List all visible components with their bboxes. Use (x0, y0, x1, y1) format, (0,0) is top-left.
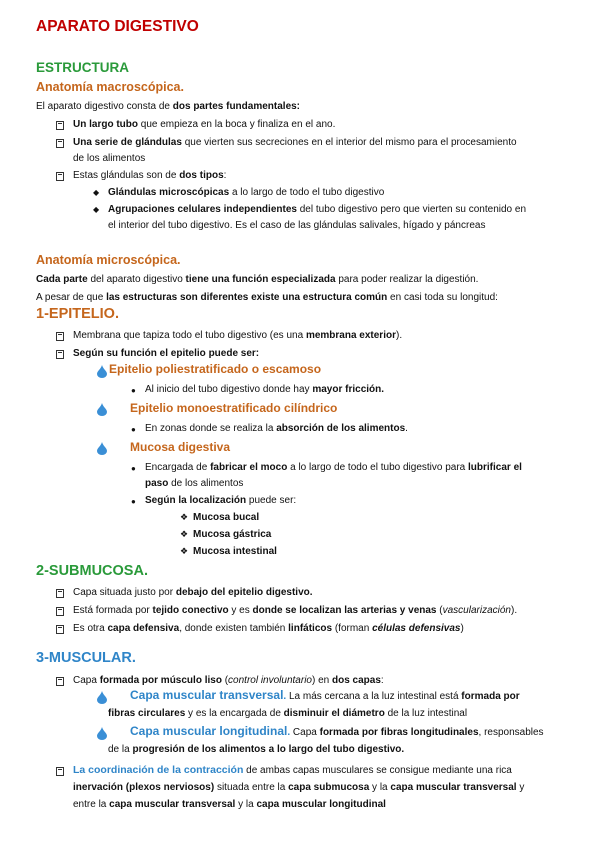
list-item: Capa situada justo por debajo del epitelio digestivo. (73, 587, 313, 598)
capa-item: Capa muscular transversal. La más cercana a la luz intestinal está formada por (130, 688, 520, 702)
capa-item: Capa muscular longitudinal. Capa formada por fibras longitudinales, responsables (130, 724, 544, 738)
paragraph-intro: El aparato digestivo consta de dos partes fundamentales: (36, 101, 301, 112)
mucosa-item: Mucosa intestinal (193, 546, 277, 557)
capa-item-continued: fibras circulares y es la encargada de disminuir el diámetro de la luz intestinal (108, 708, 468, 719)
water-drop-icon (97, 442, 107, 455)
sub-list-item: Encargada de fabricar el moco a lo largo de todo el tubo digestivo para lubrificar el (145, 462, 522, 473)
list-item: Es otra capa defensiva, donde existen también linfáticos (forman células defensivas) (73, 623, 464, 634)
list-item-continued: entre la capa muscular transversal y la capa muscular longitudinal (73, 799, 386, 810)
water-drop-icon (97, 727, 107, 740)
square-bullet-icon (56, 625, 64, 634)
list-item: Una serie de glándulas que vierten sus secreciones en el interior del mismo para el procesamiento (73, 137, 517, 148)
epitelio-type-2: Epitelio monoestratificado cilíndrico (130, 401, 338, 415)
subheading-micro: Anatomía microscópica. (36, 253, 181, 267)
section-heading-muscular: 3-MUSCULAR. (36, 650, 136, 666)
four-point-star-icon: ❖ (180, 529, 189, 539)
mucosa-item: Mucosa bucal (193, 512, 260, 523)
square-bullet-icon (56, 767, 64, 776)
square-bullet-icon (56, 677, 64, 686)
water-drop-icon (97, 691, 107, 704)
square-bullet-icon (56, 350, 64, 359)
list-item: Un largo tubo que empieza en la boca y finaliza en el ano. (73, 119, 336, 130)
paragraph: A pesar de que las estructuras son diferentes existe una estructura común en casi toda su longitud: (36, 292, 498, 303)
page-title: APARATO DIGESTIVO (36, 18, 199, 35)
list-item: Membrana que tapiza todo el tubo digestivo (es una membrana exterior). (73, 330, 403, 341)
sub-list-item: En zonas donde se realiza la absorción de los alimentos. (145, 423, 408, 434)
sub-list-item: Según la localización puede ser: (145, 495, 297, 506)
diamond-bullet-icon: ◆ (93, 205, 100, 214)
square-bullet-icon (56, 139, 64, 148)
list-item-continued: inervación (plexos nerviosos) situada entre la capa submucosa y la capa muscular transversal y (73, 782, 525, 793)
dot-bullet-icon: ● (131, 497, 136, 506)
mucosa-item: Mucosa gástrica (193, 529, 272, 540)
square-bullet-icon (56, 172, 64, 181)
list-item-continued: de los alimentos (73, 153, 146, 164)
capa-item-continued: de la progresión de los alimentos a lo largo del tubo digestivo. (108, 744, 405, 755)
list-item: Estas glándulas son de dos tipos: (73, 170, 227, 181)
square-bullet-icon (56, 607, 64, 616)
four-point-star-icon: ❖ (180, 546, 189, 556)
square-bullet-icon (56, 589, 64, 598)
subheading-macro: Anatomía macroscópica. (36, 80, 184, 94)
section-heading-submucosa: 2-SUBMUCOSA. (36, 563, 148, 579)
water-drop-icon (97, 403, 107, 416)
paragraph: Cada parte del aparato digestivo tiene una función especializada para poder realizar la digestión. (36, 274, 479, 285)
list-item: Según su función el epitelio puede ser: (73, 348, 260, 359)
sub-list-item-continued: paso de los alimentos (145, 478, 244, 489)
sub-list-item: Glándulas microscópicas a lo largo de todo el tubo digestivo (108, 187, 385, 198)
section-heading-epitelio: 1-EPITELIO. (36, 306, 119, 322)
sub-list-item-continued: el interior del tubo digestivo. Es el caso de las glándulas salivales, hígado y páncreas (108, 220, 486, 231)
water-drop-icon (97, 365, 107, 378)
sub-list-item: Al inicio del tubo digestivo donde hay mayor fricción. (145, 384, 385, 395)
square-bullet-icon (56, 121, 64, 130)
square-bullet-icon (56, 332, 64, 341)
four-point-star-icon: ❖ (180, 512, 189, 522)
list-item: Capa formada por músculo liso (control involuntario) en dos capas: (73, 675, 384, 686)
epitelio-type-3: Mucosa digestiva (130, 440, 231, 454)
epitelio-type-1: Epitelio poliestratificado o escamoso (109, 362, 322, 376)
sub-list-item: Agrupaciones celulares independientes del tubo digestivo pero que vierten su contenido en (108, 204, 527, 215)
dot-bullet-icon: ● (131, 386, 136, 395)
dot-bullet-icon: ● (131, 464, 136, 473)
diamond-bullet-icon: ◆ (93, 188, 100, 197)
section-heading-estructura: ESTRUCTURA (36, 60, 129, 75)
list-item: La coordinación de la contracción de ambas capas musculares se consigue mediante una rica (73, 764, 512, 776)
list-item: Está formada por tejido conectivo y es donde se localizan las arterias y venas (vascularización). (73, 605, 518, 616)
dot-bullet-icon: ● (131, 425, 136, 434)
